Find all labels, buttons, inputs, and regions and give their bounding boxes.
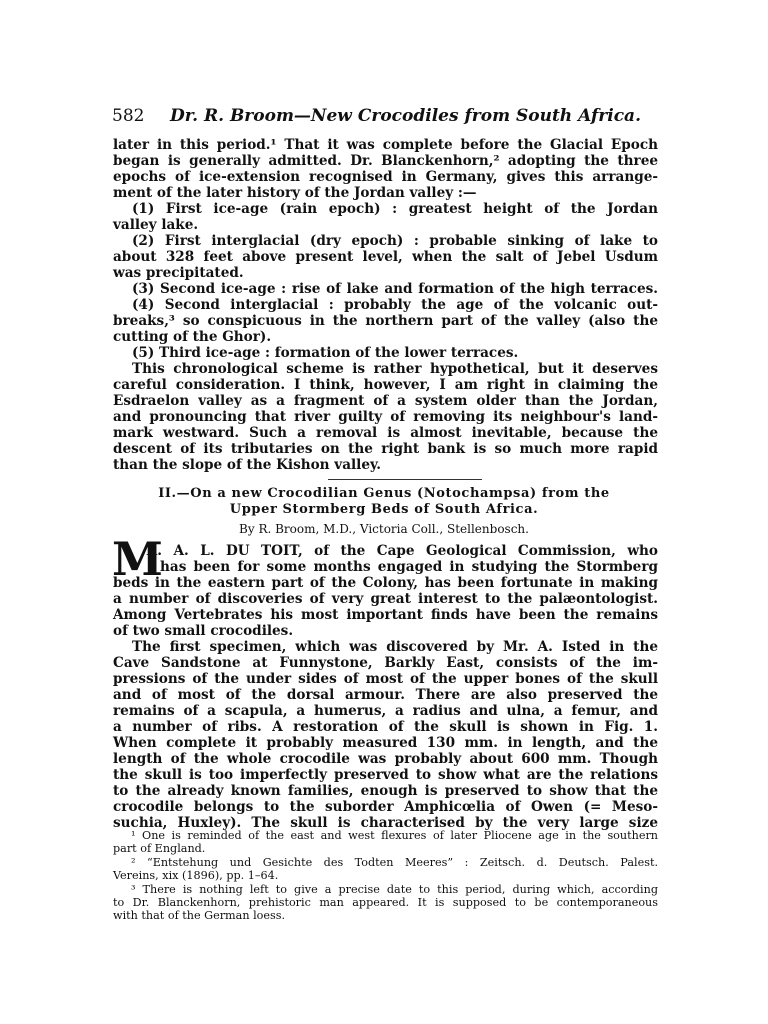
text-line: Among Vertebrates his most important finds have been the remains <box>113 607 658 623</box>
author-byline: By R. Broom, M.D., Victoria Coll., Stellenbosch. <box>239 522 529 536</box>
text-line: This chronological scheme is rather hypothetical, but it deserves <box>132 361 658 377</box>
text-line: remains of a scapula, a humerus, a radius and ulna, a femur, and <box>113 703 658 719</box>
text-line: about 328 feet above present level, when the salt of Jebel Usdum <box>113 249 658 265</box>
section-title: II.—On a new Crocodilian Genus (Notochampsa) from the <box>158 486 610 501</box>
footnote: Vereins, xix (1896), pp. 1–64. <box>113 869 279 882</box>
list-item: (3) Second ice-age : rise of lake and formation of the high terraces. <box>132 281 658 297</box>
footnote: ² “Entstehung und Gesichte des Todten Meeres” : Zeitsch. d. Deutsch. Palest. <box>131 856 658 869</box>
text-line: ment of the later history of the Jordan valley :— <box>113 185 477 201</box>
text-line: and of most of the dorsal armour. There are also preserved the <box>113 687 658 703</box>
text-line: of two small crocodiles. <box>113 623 294 639</box>
text-line: The first specimen, which was discovered by Mr. A. Isted in the <box>132 639 658 655</box>
list-item: (5) Third ice-age : formation of the lower terraces. <box>132 345 519 361</box>
text-line: mark westward. Such a removal is almost inevitable, because the <box>113 425 658 441</box>
text-line: a number of ribs. A restoration of the skull is shown in Fig. 1. <box>113 719 658 735</box>
text-line: has been for some months engaged in studying the Stormberg <box>160 559 658 575</box>
text-line: the skull is too imperfectly preserved to show what are the relations <box>113 767 658 783</box>
text-line: a number of discoveries of very great interest to the palæontologist. <box>113 591 658 607</box>
text-line: later in this period.¹ That it was complete before the Glacial Epoch <box>113 137 658 153</box>
footnote: to Dr. Blanckenhorn, prehistoric man appeared. It is supposed to be contemporaneous <box>113 896 658 909</box>
running-header <box>112 104 662 128</box>
section-divider <box>328 479 482 480</box>
text-line: pressions of the under sides of most of the upper bones of the skull <box>113 671 658 687</box>
footnote: part of England. <box>113 842 206 855</box>
text-line: to the already known families, enough is preserved to show that the <box>113 783 658 799</box>
text-line: Esdraelon valley as a fragment of a system older than the Jordan, <box>113 393 658 409</box>
text-line: length of the whole crocodile was probably about 600 mm. Though <box>113 751 658 767</box>
text-line: descent of its tributaries on the right bank is so much more rapid <box>113 441 658 457</box>
footnote: with that of the German loess. <box>113 909 286 922</box>
footnote: ³ There is nothing left to give a precise date to this period, during which, according <box>131 883 658 896</box>
list-item: (2) First interglacial (dry epoch) : probable sinking of lake to <box>132 233 658 249</box>
text-line: breaks,³ so conspicuous in the northern part of the valley (also the <box>113 313 658 329</box>
page-number: 582 <box>112 106 145 126</box>
text-line: epochs of ice-extension recognised in Germany, gives this arrange- <box>113 169 658 185</box>
footnote: ¹ One is reminded of the east and west flexures of later Pliocene age in the southern <box>131 829 658 842</box>
text-line: began is generally admitted. Dr. Blanckenhorn,² adopting the three <box>113 153 658 169</box>
drop-cap: M <box>112 532 163 586</box>
section-title: Upper Stormberg Beds of South Africa. <box>229 502 539 517</box>
list-item: (4) Second interglacial : probably the age of the volcanic out- <box>132 297 658 313</box>
text-line: careful consideration. I think, however, I am right in claiming the <box>113 377 658 393</box>
text-line: and pronouncing that river guilty of removing its neighbour's land- <box>113 409 658 425</box>
text-line: than the slope of the Kishon valley. <box>113 457 382 473</box>
text-line: When complete it probably measured 130 mm. in length, and the <box>113 735 658 751</box>
text-line: crocodile belongs to the suborder Amphicœlia of Owen (= Meso- <box>113 799 658 815</box>
text-line: beds in the eastern part of the Colony, has been fortunate in making <box>113 575 658 591</box>
running-title: Dr. R. Broom—New Crocodiles from South Africa. <box>170 106 641 126</box>
text-line: cutting of the Ghor). <box>113 329 272 345</box>
text-line: R. A. L. DU TOIT, of the Cape Geological Commission, who <box>146 543 658 559</box>
text-line: suchia, Huxley). The skull is characterised by the very large size <box>113 815 658 831</box>
text-line: Cave Sandstone at Funnystone, Barkly East, consists of the im- <box>113 655 658 671</box>
list-item: (1) First ice-age (rain epoch) : greatest height of the Jordan <box>132 201 658 217</box>
text-line: was precipitated. <box>113 265 244 281</box>
text-line: valley lake. <box>113 217 199 233</box>
